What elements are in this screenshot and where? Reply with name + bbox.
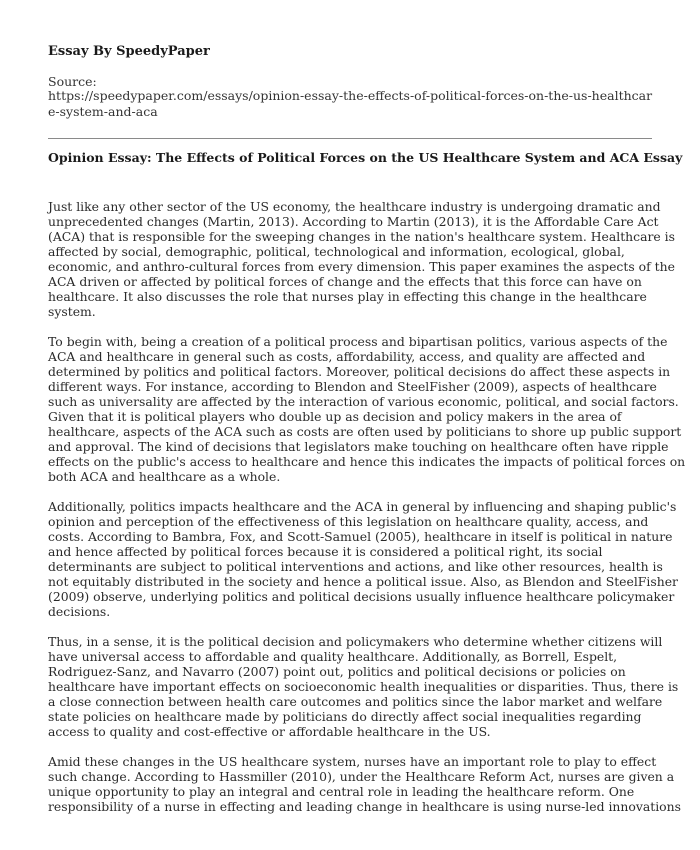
paragraph-1 (48, 199, 675, 319)
text-line: a close connection between health care outcomes and politics since the labor market and welfare (48, 694, 663, 709)
text-line: and hence affected by political forces because it is considered a political right, its social (48, 544, 603, 559)
text-line: Thus, in a sense, it is the political decision and policymakers who determine whether citizens will (48, 634, 663, 649)
text-line: determined by politics and political factors. Moreover, political decisions do affect these aspects in (48, 364, 671, 379)
text-line: Just like any other sector of the US economy, the healthcare industry is undergoing dramatic and (48, 199, 661, 214)
text-line: ACA driven or affected by political forces of change and the effects that this force can have on (48, 274, 642, 289)
text-line: different ways. For instance, according to Blendon and SteelFisher (2009), aspects of healthcare (48, 379, 657, 394)
text-line: economic, and anthro-cultural forces from every dimension. This paper examines the aspects of the (48, 259, 675, 274)
text-line: access to quality and cost-effective or affordable healthcare in the US. (48, 724, 491, 739)
document-header-title: Essay By SpeedyPaper (48, 44, 210, 59)
essay-body (48, 199, 686, 829)
text-line: and approval. The kind of decisions that legislators make touching on healthcare often have ripple (48, 439, 669, 454)
source-url[interactable]: https://speedypaper.com/essays/opinion-essay-the-effects-of-political-forces-on-the-us-healthcare-system-and-aca (48, 88, 653, 119)
essay-title: Opinion Essay: The Effects of Political Forces on the US Healthcare System and ACA Essay (48, 150, 683, 165)
text-line: not equitably distributed in the society and hence a political issue. Also, as Blendon and SteelFisher (48, 574, 678, 589)
text-line: decisions. (48, 604, 111, 619)
paragraph-2 (48, 334, 686, 484)
text-line: unprecedented changes (Martin, 2013). According to Martin (2013), it is the Affordable Care Act (48, 214, 659, 229)
text-line: Amid these changes in the US healthcare system, nurses have an important role to play to effect (48, 754, 657, 769)
text-line: healthcare, aspects of the ACA such as costs are often used by politicians to shore up public support (48, 424, 682, 439)
text-line: determinants are subject to political interventions and actions, and like other resources, health is (48, 559, 663, 574)
header-divider (48, 138, 652, 139)
text-line: healthcare. It also discusses the role that nurses play in effecting this change in the healthcare (48, 289, 647, 304)
text-line: opinion and perception of the effectiveness of this legislation on healthcare quality, access, and (48, 514, 649, 529)
text-line: both ACA and healthcare as a whole. (48, 469, 281, 484)
source-label: Source: (48, 74, 97, 89)
text-line: have universal access to affordable and quality healthcare. Additionally, as Borrell, Espelt, (48, 649, 618, 664)
text-line: effects on the public's access to healthcare and hence this indicates the impacts of political forces on (48, 454, 686, 469)
text-line: ACA and healthcare in general such as costs, affordability, access, and quality are affected and (48, 349, 646, 364)
text-line: affected by social, demographic, political, technological and information, ecological, global, (48, 244, 625, 259)
text-line: Additionally, politics impacts healthcare and the ACA in general by influencing and shaping public's (48, 499, 677, 514)
text-line: Given that it is political players who double up as decision and policy makers in the area of (48, 409, 622, 424)
text-line: healthcare have important effects on socioeconomic health inequalities or disparities. Thus, there is (48, 679, 679, 694)
text-line: such change. According to Hassmiller (2010), under the Healthcare Reform Act, nurses are given a (48, 769, 675, 784)
text-line: responsibility of a nurse in effecting and leading change in healthcare is using nurse-led innovations (48, 799, 681, 814)
text-line: unique opportunity to play an integral and central role in leading the healthcare reform. One (48, 784, 635, 799)
text-line: (2009) observe, underlying politics and political decisions usually influence healthcare policymaker (48, 589, 675, 604)
paragraph-3 (48, 499, 678, 619)
text-line: Rodriguez-Sanz, and Navarro (2007) point out, politics and political decisions or policies on (48, 664, 626, 679)
text-line: To begin with, being a creation of a political process and bipartisan politics, various aspects of the (48, 334, 668, 349)
text-line: such as universality are affected by the interaction of various economic, political, and social factors. (48, 394, 679, 409)
paragraph-5 (48, 754, 681, 814)
text-line: costs. According to Bambra, Fox, and Scott-Samuel (2005), healthcare in itself is political in nature (48, 529, 673, 544)
paragraph-4 (48, 634, 679, 739)
text-line: state policies on healthcare made by politicians do directly affect social inequalities regarding (48, 709, 642, 724)
text-line: (ACA) that is responsible for the sweeping changes in the nation's healthcare system. Healthcare is (48, 229, 675, 244)
text-line: system. (48, 304, 96, 319)
